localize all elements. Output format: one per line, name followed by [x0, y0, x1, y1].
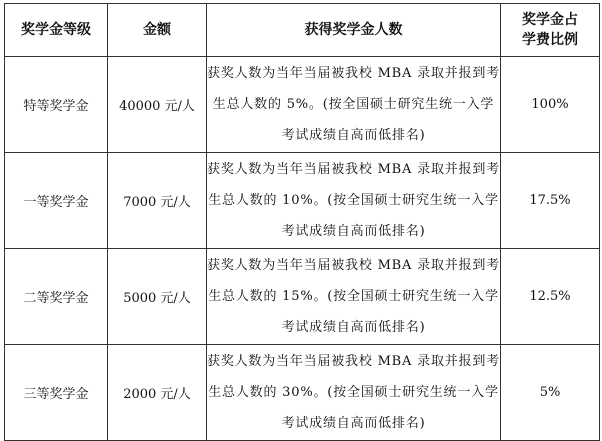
scholarship-table: [4, 3, 600, 441]
cell-share: 17.5%: [501, 153, 600, 249]
cell-criteria: 获奖人数为当年当届被我校 MBA 录取并报到考生总人数的 30%。(按全国硕士研究生统一入学考试成绩自高而低排名): [207, 345, 501, 441]
table-row: [5, 57, 600, 153]
cell-level: 二等奖学金: [5, 249, 108, 345]
table-row: [5, 345, 600, 441]
header-amount: 金额: [108, 4, 207, 57]
table-header-row: [5, 4, 600, 57]
cell-amount: 7000 元/人: [108, 153, 207, 249]
cell-level: 一等奖学金: [5, 153, 108, 249]
cell-amount: 40000 元/人: [108, 57, 207, 153]
cell-level: 三等奖学金: [5, 345, 108, 441]
cell-amount: 5000 元/人: [108, 249, 207, 345]
header-share-line1: 奖学金占: [522, 12, 578, 28]
header-share: [501, 4, 600, 57]
cell-share: 12.5%: [501, 249, 600, 345]
header-criteria: 获得奖学金人数: [207, 4, 501, 57]
header-share-line2: 学费比例: [522, 32, 578, 48]
cell-criteria: 获奖人数为当年当届被我校 MBA 录取并报到考生总人数的 5%。(按全国硕士研究生统一入学考试成绩自高而低排名): [207, 57, 501, 153]
cell-criteria: 获奖人数为当年当届被我校 MBA 录取并报到考生总人数的 15%。(按全国硕士研究生统一入学考试成绩自高而低排名): [207, 249, 501, 345]
table-row: [5, 153, 600, 249]
cell-criteria: 获奖人数为当年当届被我校 MBA 录取并报到考生总人数的 10%。(按全国硕士研究生统一入学考试成绩自高而低排名): [207, 153, 501, 249]
table-row: [5, 249, 600, 345]
cell-share: 5%: [501, 345, 600, 441]
header-level: 奖学金等级: [5, 4, 108, 57]
cell-amount: 2000 元/人: [108, 345, 207, 441]
cell-level: 特等奖学金: [5, 57, 108, 153]
cell-share: 100%: [501, 57, 600, 153]
